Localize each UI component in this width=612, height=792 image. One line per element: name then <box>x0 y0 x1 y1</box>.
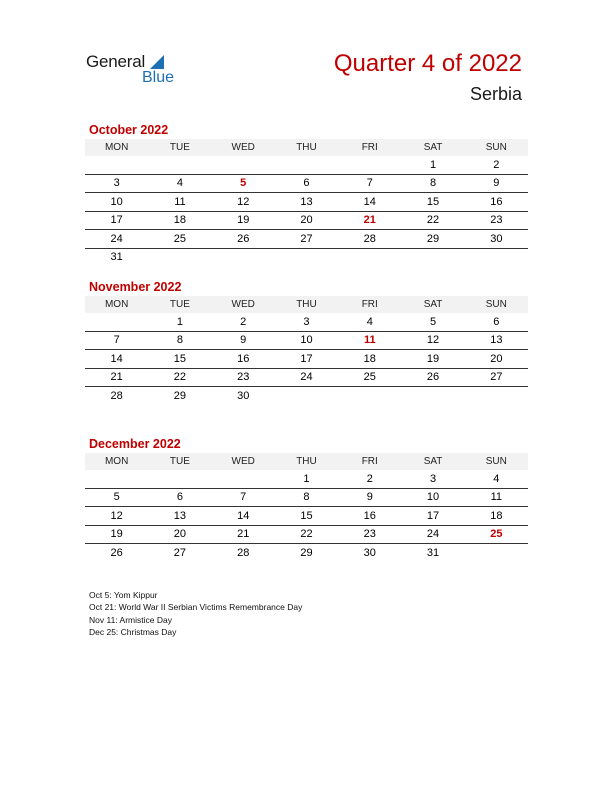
day-cell: 30 <box>237 389 250 402</box>
week-row <box>85 369 528 388</box>
month-name: November 2022 <box>89 280 182 294</box>
week-row <box>85 249 528 267</box>
holiday-day-cell: 11 <box>363 334 376 347</box>
weekday-label: WED <box>231 142 255 153</box>
day-cell: 16 <box>490 195 503 208</box>
day-cell: 17 <box>110 214 123 227</box>
week-row <box>85 387 528 405</box>
day-cell: 15 <box>300 509 313 522</box>
day-cell: 18 <box>490 509 503 522</box>
day-cell: 13 <box>173 509 187 522</box>
day-cell: 29 <box>300 546 313 559</box>
day-cell: 28 <box>237 546 250 559</box>
week-row <box>85 212 528 231</box>
day-cell: 26 <box>237 232 250 245</box>
month-calendar <box>85 122 528 266</box>
day-cell: 27 <box>490 371 503 384</box>
week-row <box>85 156 528 175</box>
day-cell: 9 <box>366 491 373 504</box>
day-cell: 23 <box>490 214 503 227</box>
day-cell: 3 <box>303 315 310 328</box>
holiday-day-cell: 5 <box>240 177 247 190</box>
day-cell: 21 <box>110 371 123 384</box>
day-cell: 19 <box>110 528 123 541</box>
day-cell: 11 <box>490 491 503 504</box>
day-cell: 8 <box>429 177 437 190</box>
weekday-label: FRI <box>361 456 378 467</box>
day-cell: 1 <box>303 472 310 485</box>
day-cell: 18 <box>173 214 187 227</box>
month-calendar <box>85 279 528 405</box>
day-cell: 17 <box>300 352 313 365</box>
weekday-label: FRI <box>361 142 378 153</box>
day-cell: 18 <box>363 352 376 365</box>
day-cell: 23 <box>237 371 250 384</box>
day-cell: 21 <box>237 528 250 541</box>
day-cell: 24 <box>426 528 440 541</box>
day-cell: 6 <box>493 315 500 328</box>
day-cell: 2 <box>493 158 500 171</box>
day-cell: 4 <box>493 472 500 485</box>
week-row <box>85 175 528 194</box>
day-cell: 30 <box>363 546 376 559</box>
weekday-label: SUN <box>485 142 507 153</box>
day-cell: 13 <box>300 195 313 208</box>
day-cell: 11 <box>174 195 186 208</box>
weekday-label: SUN <box>485 456 507 467</box>
day-cell: 2 <box>366 472 373 485</box>
day-cell: 12 <box>426 334 440 347</box>
day-cell: 15 <box>426 195 440 208</box>
day-cell: 25 <box>173 232 187 245</box>
day-cell: 14 <box>363 195 376 208</box>
weekday-label: SAT <box>423 456 443 467</box>
week-row <box>85 489 528 508</box>
day-cell: 26 <box>110 546 123 559</box>
weekday-label: FRI <box>361 299 378 310</box>
month-calendar <box>85 436 528 562</box>
weekday-label: MON <box>104 456 129 467</box>
month-name: December 2022 <box>89 437 181 451</box>
day-cell: 14 <box>110 352 123 365</box>
day-cell: 5 <box>113 491 120 504</box>
day-cell: 7 <box>240 491 247 504</box>
day-cell: 27 <box>173 546 187 559</box>
day-cell: 19 <box>237 214 250 227</box>
day-cell: 3 <box>113 177 120 190</box>
day-cell: 6 <box>303 177 310 190</box>
country-name: Serbia <box>469 84 522 104</box>
day-cell: 7 <box>113 334 120 347</box>
day-cell: 8 <box>176 334 183 347</box>
day-cell: 25 <box>363 371 376 384</box>
day-cell: 20 <box>490 352 503 365</box>
month-name: October 2022 <box>89 123 169 137</box>
generalblue-logo <box>86 52 186 92</box>
week-row <box>85 230 528 249</box>
holiday-note: Dec 25: Christmas Day <box>89 626 177 637</box>
day-cell: 3 <box>429 472 437 485</box>
day-cell: 31 <box>110 251 123 264</box>
day-cell: 1 <box>176 315 183 328</box>
weekday-label: WED <box>231 456 255 467</box>
week-row <box>85 350 528 369</box>
day-cell: 22 <box>173 371 187 384</box>
weekday-label: MON <box>104 142 129 153</box>
weekday-label: THU <box>296 456 317 467</box>
holiday-day-cell: 25 <box>490 528 503 541</box>
day-cell: 4 <box>176 177 183 190</box>
day-cell: 24 <box>110 232 123 245</box>
weekday-header <box>85 296 528 313</box>
page-title: Quarter 4 of 2022 <box>333 50 522 77</box>
day-cell: 20 <box>300 214 313 227</box>
day-cell: 20 <box>173 528 187 541</box>
day-cell: 16 <box>363 509 376 522</box>
day-cell: 15 <box>173 352 187 365</box>
day-cell: 16 <box>237 352 250 365</box>
weekday-label: SAT <box>423 142 443 153</box>
day-cell: 31 <box>426 546 440 559</box>
day-cell: 29 <box>426 232 440 245</box>
holiday-note: Oct 21: World War II Serbian Victims Remembrance Day <box>89 602 303 613</box>
week-row <box>85 544 528 562</box>
day-cell: 2 <box>240 315 247 328</box>
day-cell: 23 <box>363 528 376 541</box>
day-cell: 17 <box>426 509 440 522</box>
day-cell: 13 <box>490 334 503 347</box>
weekday-header <box>85 139 528 156</box>
day-cell: 5 <box>429 315 437 328</box>
day-cell: 22 <box>426 214 440 227</box>
day-cell: 9 <box>240 334 247 347</box>
weekday-label: WED <box>231 299 255 310</box>
holiday-note: Oct 5: Yom Kippur <box>89 590 158 600</box>
holiday-note: Nov 11: Armistice Day <box>89 614 172 625</box>
day-cell: 27 <box>300 232 313 245</box>
logo-triangle-icon <box>150 55 164 69</box>
weekday-label: MON <box>104 299 129 310</box>
holiday-day-cell: 21 <box>363 214 376 227</box>
day-cell: 1 <box>429 158 437 171</box>
week-row <box>85 470 528 489</box>
logo-word-general: General <box>86 52 146 71</box>
day-cell: 19 <box>426 352 440 365</box>
day-cell: 29 <box>173 389 187 402</box>
day-cell: 24 <box>300 371 313 384</box>
day-cell: 26 <box>426 371 440 384</box>
week-row <box>85 507 528 526</box>
weekday-label: THU <box>296 142 317 153</box>
day-cell: 28 <box>363 232 376 245</box>
week-row <box>85 313 528 332</box>
weekday-label: TUE <box>169 299 190 310</box>
day-cell: 4 <box>366 315 373 328</box>
day-cell: 12 <box>110 509 123 522</box>
weekday-label: TUE <box>169 142 190 153</box>
day-cell: 28 <box>110 389 123 402</box>
day-cell: 30 <box>490 232 503 245</box>
day-cell: 7 <box>366 177 373 190</box>
day-cell: 10 <box>426 491 440 504</box>
day-cell: 10 <box>110 195 123 208</box>
weekday-label: SAT <box>423 299 443 310</box>
day-cell: 14 <box>237 509 250 522</box>
day-cell: 9 <box>493 177 500 190</box>
day-cell: 10 <box>300 334 313 347</box>
day-cell: 6 <box>176 491 183 504</box>
day-cell: 12 <box>237 195 250 208</box>
week-row <box>85 332 528 351</box>
week-row <box>85 193 528 212</box>
weekday-label: THU <box>296 299 317 310</box>
logo-word-blue: Blue <box>142 69 175 86</box>
weekday-label: SUN <box>485 299 507 310</box>
week-row <box>85 526 528 545</box>
weekday-header <box>85 453 528 470</box>
holiday-notes <box>89 589 302 638</box>
day-cell: 22 <box>300 528 313 541</box>
weekday-label: TUE <box>169 456 190 467</box>
day-cell: 8 <box>303 491 310 504</box>
